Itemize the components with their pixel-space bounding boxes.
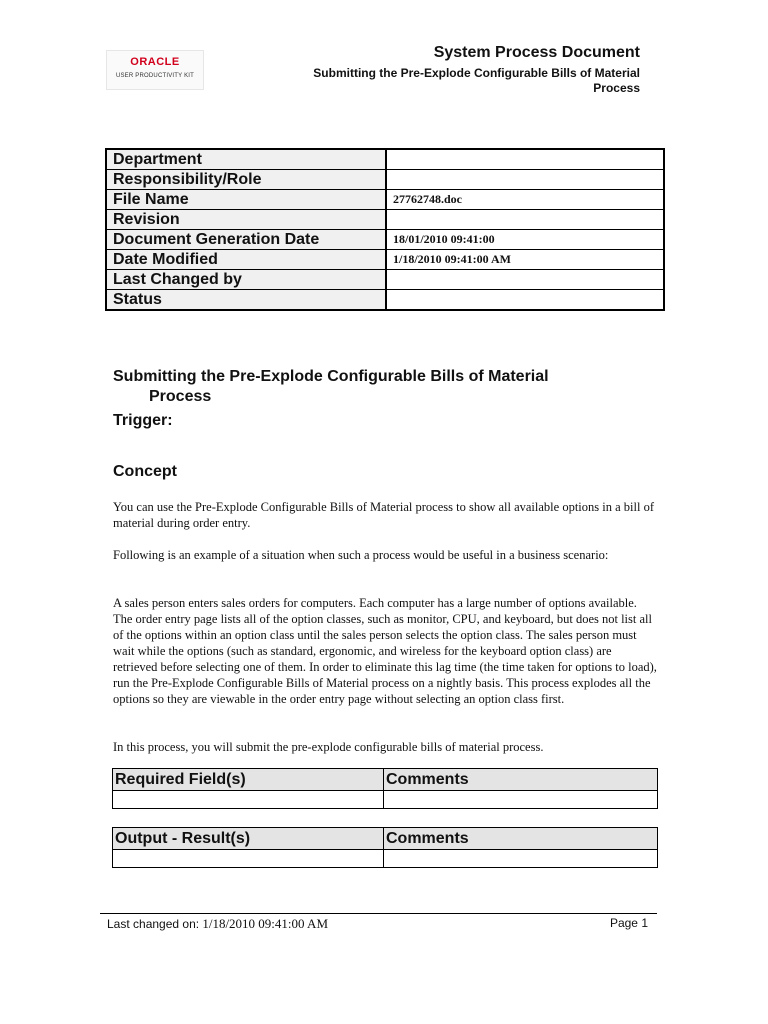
document-properties-table [105,148,665,311]
property-value [386,270,664,290]
property-label: Status [106,290,386,311]
comments-header: Comments [384,769,658,791]
table-header-row [113,828,658,850]
footer-last-changed-label: Last changed on: [107,917,200,931]
concept-paragraph-example: Following is an example of a situation when such a process would be useful in a business scenario: [113,548,609,562]
required-fields-header: Required Field(s) [113,769,384,791]
property-label: Date Modified [106,250,386,270]
output-result-cell [113,850,384,868]
required-fields-table [112,768,658,809]
property-label: Document Generation Date [106,230,386,250]
table-row [106,250,664,270]
table-row [106,270,664,290]
table-row [106,149,664,170]
property-value [386,290,664,311]
concept-paragraph-summary: In this process, you will submit the pre-explode configurable bills of material process. [113,740,544,754]
property-value [386,170,664,190]
document-subtitle: Submitting the Pre-Explode Configurable Bills of Material Process [313,66,640,95]
table-row [113,850,658,868]
footer-divider [100,913,657,914]
table-row [106,210,664,230]
table-row [106,290,664,311]
footer-page-number: Page 1 [609,916,648,930]
property-label: Responsibility/Role [106,170,386,190]
oracle-upk-logo [106,50,204,90]
document-type-title: System Process Document [433,44,640,61]
property-value: 27762748.doc [386,190,664,210]
property-label: Department [106,149,386,170]
output-results-table [112,827,658,868]
process-heading [113,367,633,407]
comment-cell [384,791,658,809]
table-row [106,170,664,190]
concept-paragraph-scenario: A sales person enters sales orders for computers. Each computer has a large number of options available. The order entry page lists all of the option classes, such as monitor, CPU, and keyboard, but does not list all of the options within an option class until the sales person selects the option class. The sales person must wait while the options (such as standard, ergonomic, and wireless for the keyboard option class) are retrieved before selecting one of them. In order to eliminate this lag time (the time taken for options to load), run the Pre-Explode Configurable Bills of Material process on a nightly basis. This process explodes all the options so they are viewable in the order entry page without selecting an option class first. [113,596,657,706]
property-label: Revision [106,210,386,230]
table-header-row [113,769,658,791]
footer-last-changed-value: 1/18/2010 09:41:00 AM [202,916,329,931]
table-row [106,230,664,250]
output-results-header: Output - Result(s) [113,828,384,850]
trigger-heading: Trigger: [113,412,173,429]
property-label: File Name [106,190,386,210]
logo-subtitle-text: USER PRODUCTIVITY KIT [115,73,195,79]
property-value: 18/01/2010 09:41:00 [386,230,664,250]
logo-brand-text: ORACLE [130,56,180,68]
property-value [386,210,664,230]
table-row [106,190,664,210]
property-value: 1/18/2010 09:41:00 AM [386,250,664,270]
property-label: Last Changed by [106,270,386,290]
concept-paragraph-intro: You can use the Pre-Explode Configurable Bills of Material process to show all available options in a bill of material during order entry. [113,500,654,530]
comments-header: Comments [384,828,658,850]
process-heading-line2: Process [149,388,212,405]
footer-last-changed [107,916,328,932]
required-field-cell [113,791,384,809]
process-heading-line1: Submitting the Pre-Explode Configurable Bills of Material [113,368,549,385]
comment-cell [384,850,658,868]
property-value [386,149,664,170]
table-row [113,791,658,809]
concept-heading: Concept [113,463,177,480]
